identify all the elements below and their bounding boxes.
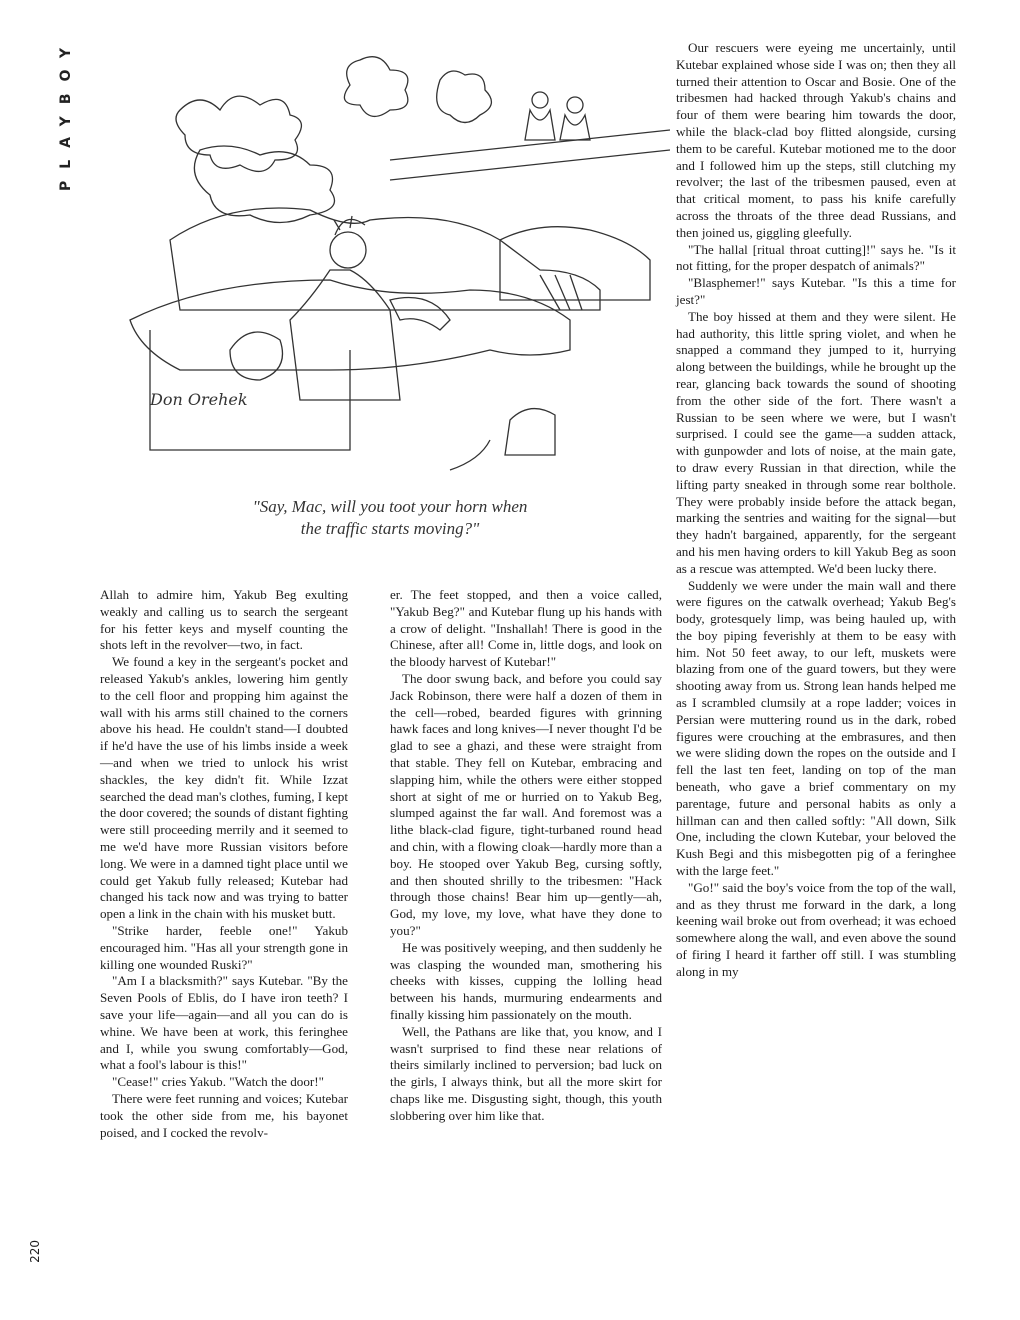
paragraph: er. The feet stopped, and then a voice called, "Yakub Beg?" and Kutebar flung up his hands with a crow of delight. "Inshallah! There is good in the Chinese, after all! Come in, little dogs, and look on the bloody harvest of Kutebar!" [390, 587, 662, 670]
paragraph: The boy hissed at them and they were silent. He had authority, this little spring violet, and when he snapped a command they jumped to it, hurrying along between the buildings, while he brought up the rear, glancing back towards the sound of shooting from the other side of the fort. There wasn't a Russian to be seen where we were, but I wasn't surprised. I could see the game—a sudden attack, with gunpowder and lots of noise, at the main gate, to draw every Russian in that direction, while the lifting party sneaked in through some rear bolthole. They were probably inside before the attack began, marking the sentries and waiting for the signal—but they hadn't bargained, apparently, for the sergeant and his men having orders to kill Yakub Beg as soon as a rescue was attempted. We'd been lucky there. [676, 308, 956, 576]
paragraph: Suddenly we were under the main wall and there were figures on the catwalk overhead; Yakub Beg's body, grotesquely limp, was being hauled up, with the boy piping feverishly at them to be easy with him. Not 50 feet away, to our left, muskets were blazing from one of the guard towers, but they were shooting away from us. Strong lean hands helped me as I scrambled clumsily at a rope ladder; voices in Persian were muttering round us in the dark, robed figures were crouching at the embrasures, and then we were sliding down the ropes on the outside and I fell the last ten feet, landing on top of the man beneath, who gave a brief commentary on my parentage, future and personal habits as only a hillman can and then called softly: "All down, Silk One, including the clown Kutebar, your beloved the Kush Begi and this misbegotten pig of a feringhee with the large feet." [676, 577, 956, 879]
paragraph: "Go!" said the boy's voice from the top of the wall, and as they thrust me forward in the dark, a long keening wail broke out from overhead; it was echoed somewhere along the wall, and even above the sound of firing I heard it farther off still. I was stumbling along in my [676, 879, 956, 979]
paragraph: The door swung back, and before you could say Jack Robinson, there were half a dozen of them in the cell—robed, bearded figures with grinning hawk faces and long knives—I never thought I'd be glad to see a ghazi, and these were straight from that stable. They fell on Kutebar, embracing and slapping him, while the others were either stopped short at sight of me or hurried on to Yakub Beg, slumped against the far wall. And foremost was a lithe black-clad figure, tight-turbaned round head and chin, with a flowing cloak—hardly more than a boy. He stooped over Yakub Beg, cursing softly, and then shouted shrilly to the tribesmen: "Hack through those chains! Bear him up—gently—ah, God, my love, my love, what have they done to you?" [390, 670, 662, 938]
paragraph: "Am I a blacksmith?" says Kutebar. "By the Seven Pools of Eblis, do I have iron teeth? I save your life—again—and all you can do is whine. We have been at work, this feringhee and I, while you swung comfortably—God, what a fool's labour is this!" [100, 973, 348, 1073]
paragraph: Allah to admire him, Yakub Beg exulting weakly and calling us to search the sergeant for his fetter keys and myself counting the shots left in the revolver—two, in fact. [100, 587, 348, 653]
paragraph: "Strike harder, feeble one!" Yakub encouraged him. "Has all your strength gone in killing one wounded Ruski?" [100, 922, 348, 972]
text-column-2 [390, 587, 662, 1125]
text-column-1 [100, 587, 348, 1141]
paragraph: We found a key in the sergeant's pocket and released Yakub's ankles, lowering him gently to the cell floor and propping him against the wall with his arms still chained to the corners above his head. He couldn't stand—I doubted if he'd have the use of his limbs inside a week—and when we tried to unlock his wrist shackles, the key didn't fit. While Izzat searched the dead man's clothes, fuming, I kept the door covered; the sounds of distant fighting were still proceeding merrily and it seemed to me we'd have more Russian visitors before long. We were in a damned tight place until we could get Yakub fully released; Kutebar had changed his tack now and was trying to batter open a link in the chain with his musket butt. [100, 654, 348, 922]
paragraph: "Cease!" cries Yakub. "Watch the door!" [112, 1074, 324, 1090]
paragraph: There were feet running and voices; Kutebar took the other side from me, his bayonet poised, and I cocked the revolv- [100, 1090, 348, 1140]
cartoon-illustration [110, 50, 670, 490]
caption-line-2: the traffic starts moving?" [300, 519, 480, 538]
magazine-title: PLAYBOY [58, 36, 74, 192]
paragraph: "Blasphemer!" says Kutebar. "Is this a time for jest?" [676, 275, 956, 307]
paragraph: Well, the Pathans are like that, you know, and I wasn't surprised to find these near relations of theirs similarly inclined to perversion; bad luck on the girls, I always think, but all the more skirt for chaps like me. Disgusting sight, though, this youth slobbering over him like that. [390, 1023, 662, 1123]
paragraph: Our rescuers were eyeing me uncertainly, until Kutebar explained whose side I was on; then they all turned their attention to Oscar and Bosie. One of the tribesmen had hacked through Yakub's chains and four of them were bearing him towards the door, while the black-clad boy flitted alongside, cursing them to be careful. Kutebar motioned me to the door and I followed him up the steps, still clutching my revolver; the last of the tribesmen paused, even at that critical moment, to pass his knife carefully across the throats of the three dead Russians, and then joined us, giggling gleefully. [676, 40, 956, 240]
cartoon-caption [130, 496, 650, 540]
caption-line-1: "Say, Mac, will you toot your horn when [252, 497, 528, 516]
text-column-3 [676, 40, 956, 981]
paragraph: "The hallal [ritual throat cutting]!" says he. "Is it not fitting, for the proper despatch of animals?" [676, 241, 956, 274]
cartoon-signature: Don Orehek [150, 390, 248, 409]
paragraph: He was positively weeping, and then suddenly he was clasping the wounded man, smothering his cheeks with kisses, cupping the lolling head between his hands, murmuring endearments and finally kissing him passionately on the mouth. [390, 939, 662, 1022]
page-number: 220 [28, 1240, 42, 1263]
